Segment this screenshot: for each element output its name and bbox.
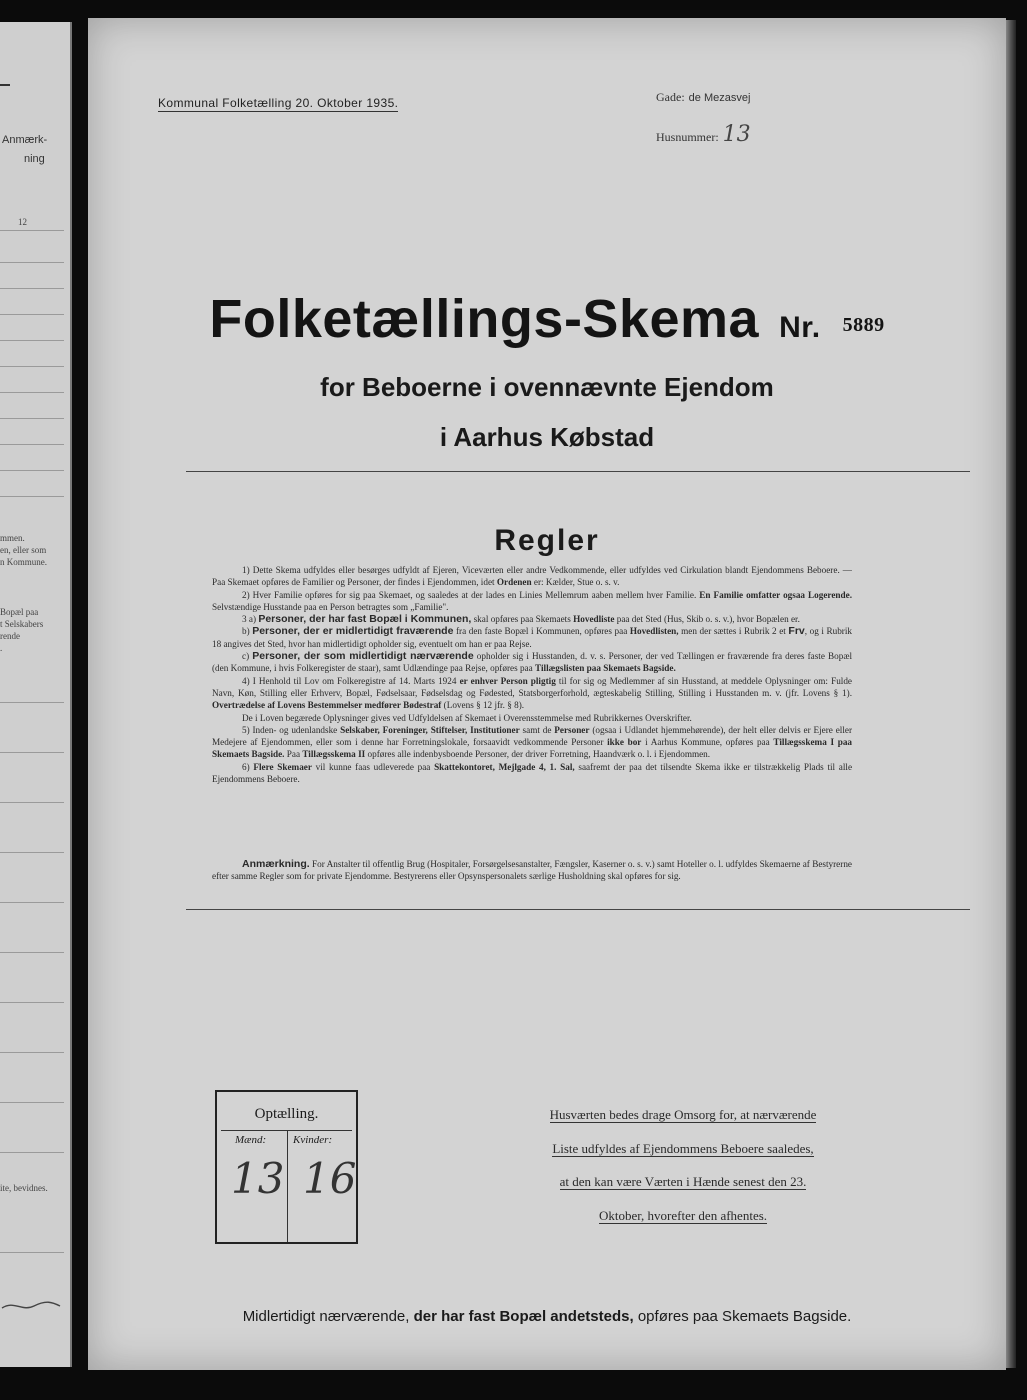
notice-line: Oktober, hvorefter den afhentes. — [598, 1207, 768, 1223]
left-page-text-fragment: ite, bevidnes. — [0, 1183, 48, 1193]
rule-3a: 3 a) Personer, der har fast Bopæl i Kommunen, skal opføres paa Skemaets Hovedliste paa det Sted (Hus, Skib o. s. v.), hvor Bopælen er. — [242, 613, 800, 626]
left-page-rule — [0, 902, 64, 903]
men-count: 13 — [231, 1154, 285, 1203]
remark-text: For Anstalter til offentlig Brug (Hospitaler, Forsørgelsesanstalter, Fængsler, Kaserner o. s. v.) samt Hoteller o. l. udfyldes Skemaerne af Bestyrerne efter samme Regler som for private Ejendomme. Bestyrerens eller Opsynspersonalets særlige Husholdning skal opføres for sig. — [212, 859, 852, 882]
street-label: Gade: — [656, 90, 685, 104]
rule-2: 2) Hver Familie opføres for sig paa Skemaet, og saaledes at der lades en Linies Mellemrum aaben mellem hver Familie. En Familie omfatter ogsaa Logerende. Selvstændige Husstande paa en Person betragtes som „Familie". — [212, 589, 852, 612]
left-page-rule — [0, 262, 64, 263]
remark — [212, 858, 852, 883]
rules-text — [212, 564, 852, 785]
left-page-rule — [0, 230, 64, 231]
left-page-rule — [0, 496, 64, 497]
left-facing-page — [0, 22, 72, 1367]
left-page-rule — [0, 314, 64, 315]
left-page-column-number: 12 — [18, 217, 27, 227]
form-title-main: Folketællings-Skema — [209, 289, 760, 349]
men-label: Mænd: — [235, 1134, 267, 1146]
rule-4-note: De i Loven begærede Oplysninger gives ved Udfyldelsen af Skemaet i Overensstemmelse med Rubrikkernes Overskrifter. — [242, 712, 692, 723]
left-page-rule — [0, 1252, 64, 1253]
left-page-rule — [0, 366, 64, 367]
rule-3c: c) Personer, der som midlertidigt nærværende opholder sig i Husstanden, d. v. s. Personer, der ved Tællingen er fraværende fra deres faste Bopæl (den Kommune, i hvis Folkeregister de staar), samt Udlændinge paa Rejse, opføres paa Tillægslisten paa Skemaets Bagside. — [212, 650, 853, 674]
rule-5: 5) Inden- og udenlandske Selskaber, Foreninger, Stiftelser, Institutioner samt de Personer (ogsaa i Udlandet hjemmehørende), der helt eller delvis er Ejere eller Medejere af Ejendommen, eller som i denne har Forretningslokale, forsaavidt vedkommende Personer ikke bor i Aarhus Kommune, opføres paa Tillægsskema I paa Skemaets Bagside. Paa Tillægsskema II opføres alle indenbysboende Personer, der driver Forretning, Haandværk o. l. i Ejendommen. — [212, 724, 853, 760]
house-number-value: 13 — [722, 122, 751, 147]
house-number-field — [656, 122, 751, 147]
rule-6: 6) Flere Skemaer vil kunne faas udleverede paa Skattekontoret, Mejlgade 4, 1. Sal, saafremt der paa det tilsendte Skema ikke er tilstrækkelig Plads til alle Ejendommens Beboere. — [212, 761, 853, 785]
census-heading: Kommunal Folketælling 20. Oktober 1935. — [158, 96, 399, 110]
form-subtitle: for Beboerne i ovennævnte Ejendom — [320, 372, 774, 402]
women-count: 16 — [303, 1154, 357, 1203]
form-title — [88, 288, 1006, 350]
landlord-notice — [508, 1098, 858, 1232]
divider — [186, 909, 970, 910]
count-box-divider — [287, 1131, 288, 1242]
street-field — [656, 90, 750, 105]
divider — [186, 471, 970, 472]
left-page-rule — [0, 702, 64, 703]
left-page-rule — [0, 952, 64, 953]
form-number-label: Nr. — [779, 311, 821, 344]
notice-line: Husværten bedes drage Omsorg for, at nærværende — [549, 1107, 817, 1122]
women-label: Kvinder: — [293, 1134, 333, 1146]
left-page-rule — [0, 752, 64, 753]
notice-line: at den kan være Værten i Hænde senest den 23. — [559, 1174, 807, 1189]
form-number-value: 5889 — [842, 314, 885, 336]
left-page-header-2: ning — [24, 153, 45, 165]
left-page-rule — [0, 288, 64, 289]
footer-note: Midlertidigt nærværende, der har fast Bopæl andetsteds, opføres paa Skemaets Bagside. — [242, 1308, 852, 1325]
street-value: de Mezasvej — [688, 92, 751, 104]
left-page-rule — [0, 852, 64, 853]
remark-label: Anmærkning. — [242, 858, 310, 870]
left-page-rule — [0, 470, 64, 471]
left-page-rule — [0, 392, 64, 393]
count-box-title: Optælling. — [254, 1106, 319, 1122]
house-number-label: Husnummer: — [656, 130, 719, 144]
rules-heading: Regler — [494, 524, 600, 557]
form-location: i Aarhus Købstad — [439, 422, 655, 452]
left-page-text-fragment: mmen. en, eller som n Kommune. — [0, 533, 47, 567]
left-page-mark — [0, 84, 10, 86]
left-page-rule — [0, 802, 64, 803]
rule-3b: b) Personer, der er midlertidigt fraværende fra den faste Bopæl i Kommunen, opføres paa Hovedlisten, men der sættes i Rubrik 2 et Frv, og i Rubrik 18 angives det Sted, hvor han midlertidigt opholder sig, eventuelt om han er paa Rejse. — [212, 625, 852, 649]
left-page-header-1: Anmærk- — [2, 134, 48, 146]
left-page-rule — [0, 1102, 64, 1103]
count-box — [215, 1090, 358, 1244]
left-page-rule — [0, 1002, 64, 1003]
left-page-rule — [0, 1052, 64, 1053]
left-page-text-fragment: Bopæl paa t Selskabers rende . — [0, 607, 44, 653]
rule-4: 4) I Henhold til Lov om Folkeregistre af 14. Marts 1924 er enhver Person pligtig til for sig og Medlemmer af sin Husstand, at meddele Oplysninger om: Fulde Navn, Køn, Stilling eller Erhverv, Bopæl, Fødselsaar, Fødselsdag og Fødested, Statsborgerforhold, ægteskabelig Stilling, Stilling i Husstanden m. v. (jfr. Lovens § 1). Overtrædelse af Lovens Bestemmelser medfører Bødestraf (Lovens § 12 jfr. § 8). — [212, 675, 853, 711]
left-page-rule — [0, 418, 64, 419]
signature-stroke — [0, 1296, 64, 1316]
rule-1: 1) Dette Skema udfyldes eller besørges udfyldt af Ejeren, Viceværten eller andre Vedkommende, eller udfyldes ved Cirkulation blandt Ejendommens Beboere. — Paa Skemaet opføres de Familier og Personer, der findes i Ejendommen, idet Ordenen er: Kælder, Stue o. s. v. — [212, 565, 852, 588]
left-page-rule — [0, 1152, 64, 1153]
notice-line: Liste udfyldes af Ejendommens Beboere saaledes, — [552, 1140, 814, 1156]
left-page-rule — [0, 444, 64, 445]
left-page-rule — [0, 340, 64, 341]
census-form-page — [88, 18, 1006, 1370]
